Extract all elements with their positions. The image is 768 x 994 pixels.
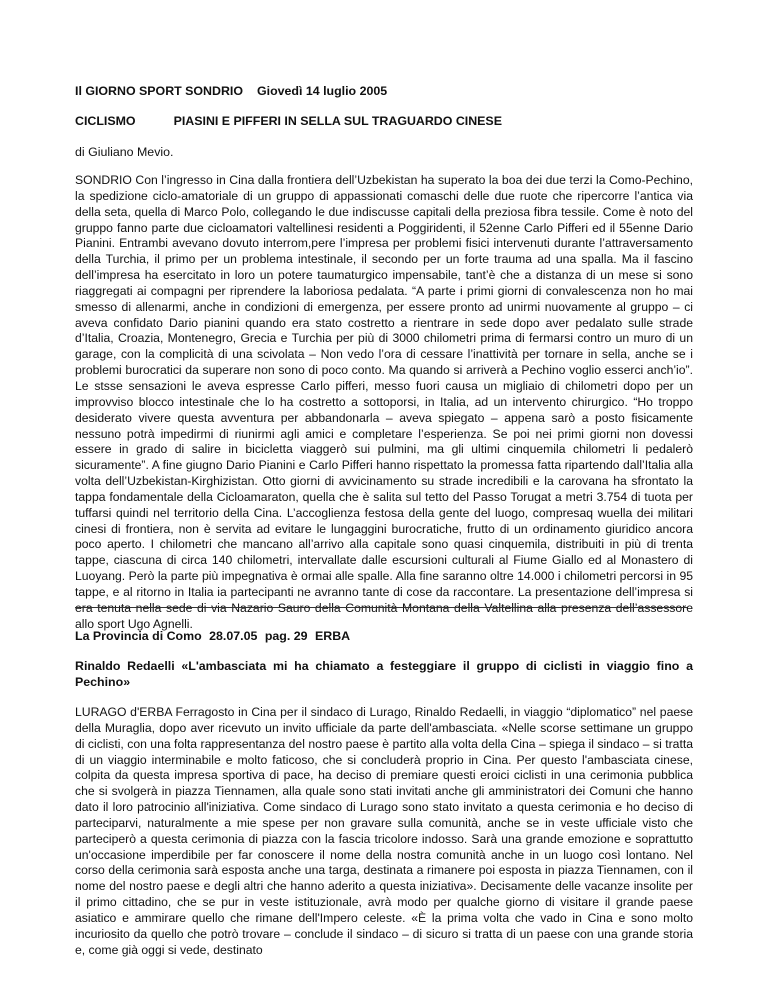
article-headline: PIASINI E PIFFERI IN SELLA SUL TRAGUARDO CINESE	[173, 114, 502, 128]
author-byline: di Giuliano Mevio.	[75, 145, 174, 159]
article2-header	[75, 629, 354, 643]
page-number: pag. 29	[264, 629, 308, 643]
article1-title-line	[75, 114, 502, 128]
article2-body: LURAGO d'ERBA Ferragosto in Cina per il sindaco di Lurago, Rinaldo Redaelli, in viaggio “diplomatico” nel paese della Muraglia, dopo aver ricevuto un invito ufficiale da parte dell'ambasciata. «Nelle scorse settimane un gruppo di ciclisti, con una folta rappresentanza del nostro paese è partito alla volta della Cina – spiega il sindaco – si tratta di un viaggio interminabile e molto faticoso, che si concluderà proprio in Cina. Per questo l'ambasciata cinese, colpita da questa impresa sportiva di pace, ha deciso di premiare questi eroici ciclisti in una cerimonia pubblica che si svolgerà in piazza Tiennamen, alla quale sono stati invitati anche gli amministratori dei Comuni che hanno dato il loro patrocinio all'iniziativa. Come sindaco di Lurago sono stato invitato a questa cerimonia e ho deciso di parteciparvi, naturalmente a mie spese per non gravare sulla comunità, anche se in veste ufficiale visto che parteciperò a questa cerimonia di piazza con la fascia tricolore indosso. Sarà una grande emozione e soprattutto un'occasione imperdibile per far conoscere il nome della nostra comunità anche in un luogo così lontano. Nel corso della cerimonia sarà esposta anche una targa, destinata a rimanere poi esposta in piazza Tiennamen, con il nome del nostro paese e degli altri che hanno aderito a questa iniziativa». Decisamente delle vacanze insolite per il primo cittadino, che se pur in veste istituzionale, avrà modo per qualche giorno di visitare il grande paese asiatico e ammirare quello che rimane dell'Impero celeste. «È la prima volta che vado in Cina e sono molto incuriosito da quello che potrò trovare – conclude il sindaco – di sicuro si tratta di un paese con una grande storia e, come già oggi si vede, destinato	[75, 705, 693, 957]
publication-date: Giovedì 14 luglio 2005	[256, 84, 388, 98]
article2-headline: Rinaldo Redaelli «L'ambasciata mi ha chiamato a festeggiare il gruppo di ciclisti in viaggio fino a Pechino»	[75, 659, 693, 689]
section-label: ERBA	[314, 629, 351, 643]
publication-date: 28.07.05	[209, 629, 258, 643]
article-divider	[75, 607, 687, 608]
article1-body: SONDRIO Con l’ingresso in Cina dalla frontiera dell’Uzbekistan ha superato la boa dei due terzi la Como-Pechino, la spedizione ciclo-amatoriale di un gruppo di appassionati comaschi delle due ruote che ripercorre l’antica via della seta, quella di Marco Polo, collegando le due indiscusse capitali della preziosa fibra tessile. Come è noto del gruppo fanno parte due cicloamatori valtellinesi residenti a Poggiridenti, il 52enne Carlo Pifferi ed il 55enne Dario Pianini. Entrambi avevano dovuto interrom,pere l’impresa per problemi fisici intervenuti durante l’attraversamento della Turchia, il primo per un problema intestinale, il secondo per un forte trauma ad una spalla. Ma il fascino dell’impresa ha esercitato in loro un potere taumaturgico impensabile, tant’è che a distanza di un mese si sono riaggregati ai compagni per riprendere la laboriosa pedalata. “A parte i primi giorni di convalescenza non ho mai smesso di allenarmi, anche in condizioni di emergenza, per essere pronto ad unirmi nuovamente al gruppo – ci aveva confidato Dario pianini quando era stato costretto a rientrare in sede dopo aver pedalato sulle strade d’Italia, Croazia, Montenegro, Grecia e Turchia per più di 3000 chilometri prima di fermarsi contro un muro di un garage, con la complicità di una scivolata – Non vedo l’ora di cessare l’inattività per tornare in sella, anche se i problemi burocratici da superare non sono di poco conto. Ma quando si arriverà a Pechino voglio esserci anch’io”. Le stsse sensazioni le aveva espresse Carlo pifferi, messo fuori causa un migliaio di chilometri dopo per un improvviso blocco intestinale che lo ha costretto a sottoporsi, in Italia, ad un intervento chirurgico. “Ho troppo desiderato vivere questa avventura per abbandonarla – aveva spiegato – appena sarò a posto fisicamente nessuno potrà impedirmi di riunirmi agli amici e completare l’esperienza. Se poi nei primi giorni non dovessi essere in grado di salire in bicicletta viaggerò sui pulmini, ma gli ultimi cinquemila chilometri li pedalerò sicuramente”. A fine giugno Dario Pianini e Carlo Pifferi hanno rispettato la promessa fatta ripartendo dall’Italia alla volta dell’Uzbekistan-Kirghizistan. Otto giorni di avvicinamento su strade incredibili e la carovana ha sfrontato la tappa fondamentale della Cicloamaraton, quella che è salita sul tetto del Passo Torugat a metri 3.754 di tuota per tuffarsi quindi nel territorio della Cina. L’accoglienza festosa della gente del luogo, compresaq wuella dei militari cinesi di frontiera, non è servita ad evitare le lungaggini burocratiche, frutto di un ordinamento giuridico ancora poco aperto. I chilometri che mancano all’arrivo alla capitale sono quasi cinquemila, distribuiti in più di trenta tappe, ciascuna di circa 140 chilometri, intervallate dalle escursioni culturali al Fiume Giallo ed al Monastero di Luoyang. Però la parte più impegnativa è ormai alle spalle. Alla fine saranno oltre 14.000 i chilometri percorsi in 95 tappe, e al ritorno in Italia ia partecipanti ne avranno tante di cose da raccontare. La presentazione dell’impresa si era tenuta nella sede di via Nazario Sauro della Comunità Montana della Valtellina alla presenza dell’assessore allo sport Ugo Agnelli.	[75, 173, 693, 631]
newspaper-name: La Provincia di Como	[75, 629, 202, 643]
section-label: CICLISMO	[75, 114, 136, 128]
article1-header	[75, 84, 387, 98]
newspaper-name: Il GIORNO SPORT SONDRIO	[75, 84, 243, 98]
